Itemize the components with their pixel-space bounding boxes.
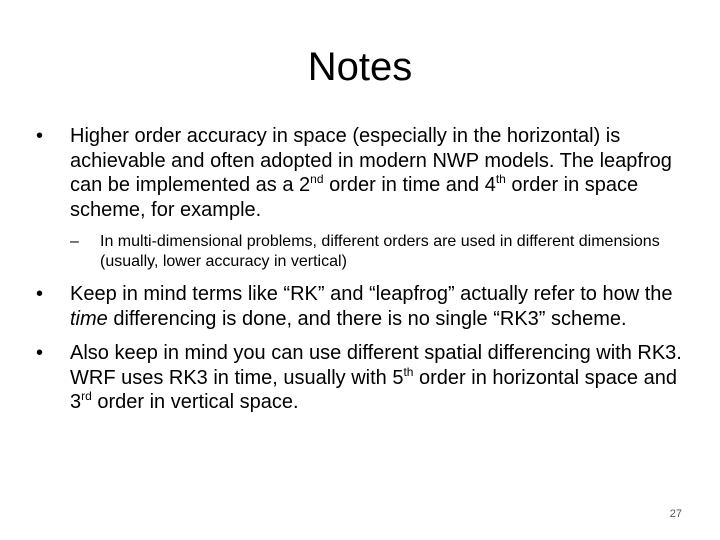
bullet-text: Higher order accuracy in space (especially in the horizontal) is achievable and often adopted in modern NWP models. The leapfrog can be implemented as a 2 bbox=[70, 125, 672, 196]
superscript: th bbox=[495, 172, 506, 186]
superscript: nd bbox=[310, 172, 324, 186]
bullet-marker: • bbox=[36, 342, 44, 364]
bullet-text: order in time and 4 bbox=[323, 174, 496, 196]
emphasis-text: time bbox=[70, 307, 108, 330]
bullet-text: order in horizontal space and 3 bbox=[70, 366, 677, 413]
bullet-item bbox=[36, 282, 696, 331]
bullet-marker: • bbox=[36, 283, 44, 305]
sub-bullet-text: In multi-dimensional problems, different orders are used in different dimensions (usually, lower accuracy in vertical) bbox=[100, 233, 660, 270]
superscript: th bbox=[403, 364, 414, 379]
bullet-text: Keep in mind terms like “RK” and “leapfrog” actually refer to how the bbox=[70, 283, 673, 305]
sub-bullet-item bbox=[36, 232, 696, 272]
bullet-text: order in space scheme, for example. bbox=[70, 174, 639, 221]
bullet-text: differencing is done, and there is no single “RK3” scheme. bbox=[107, 307, 627, 330]
bullet-item bbox=[36, 124, 696, 222]
slide-content bbox=[36, 124, 696, 425]
bullet-text: Also keep in mind you can use different spatial differencing with RK3. WRF uses RK3 in time, usually with 5 bbox=[70, 342, 682, 389]
sub-bullet-marker: – bbox=[70, 233, 79, 250]
bullet-text: order in vertical space. bbox=[91, 391, 299, 413]
superscript: rd bbox=[81, 389, 92, 403]
slide-title: Notes bbox=[307, 45, 413, 89]
bullet-marker: • bbox=[36, 125, 44, 147]
bullet-item bbox=[36, 341, 696, 415]
page-number: 27 bbox=[669, 508, 682, 520]
